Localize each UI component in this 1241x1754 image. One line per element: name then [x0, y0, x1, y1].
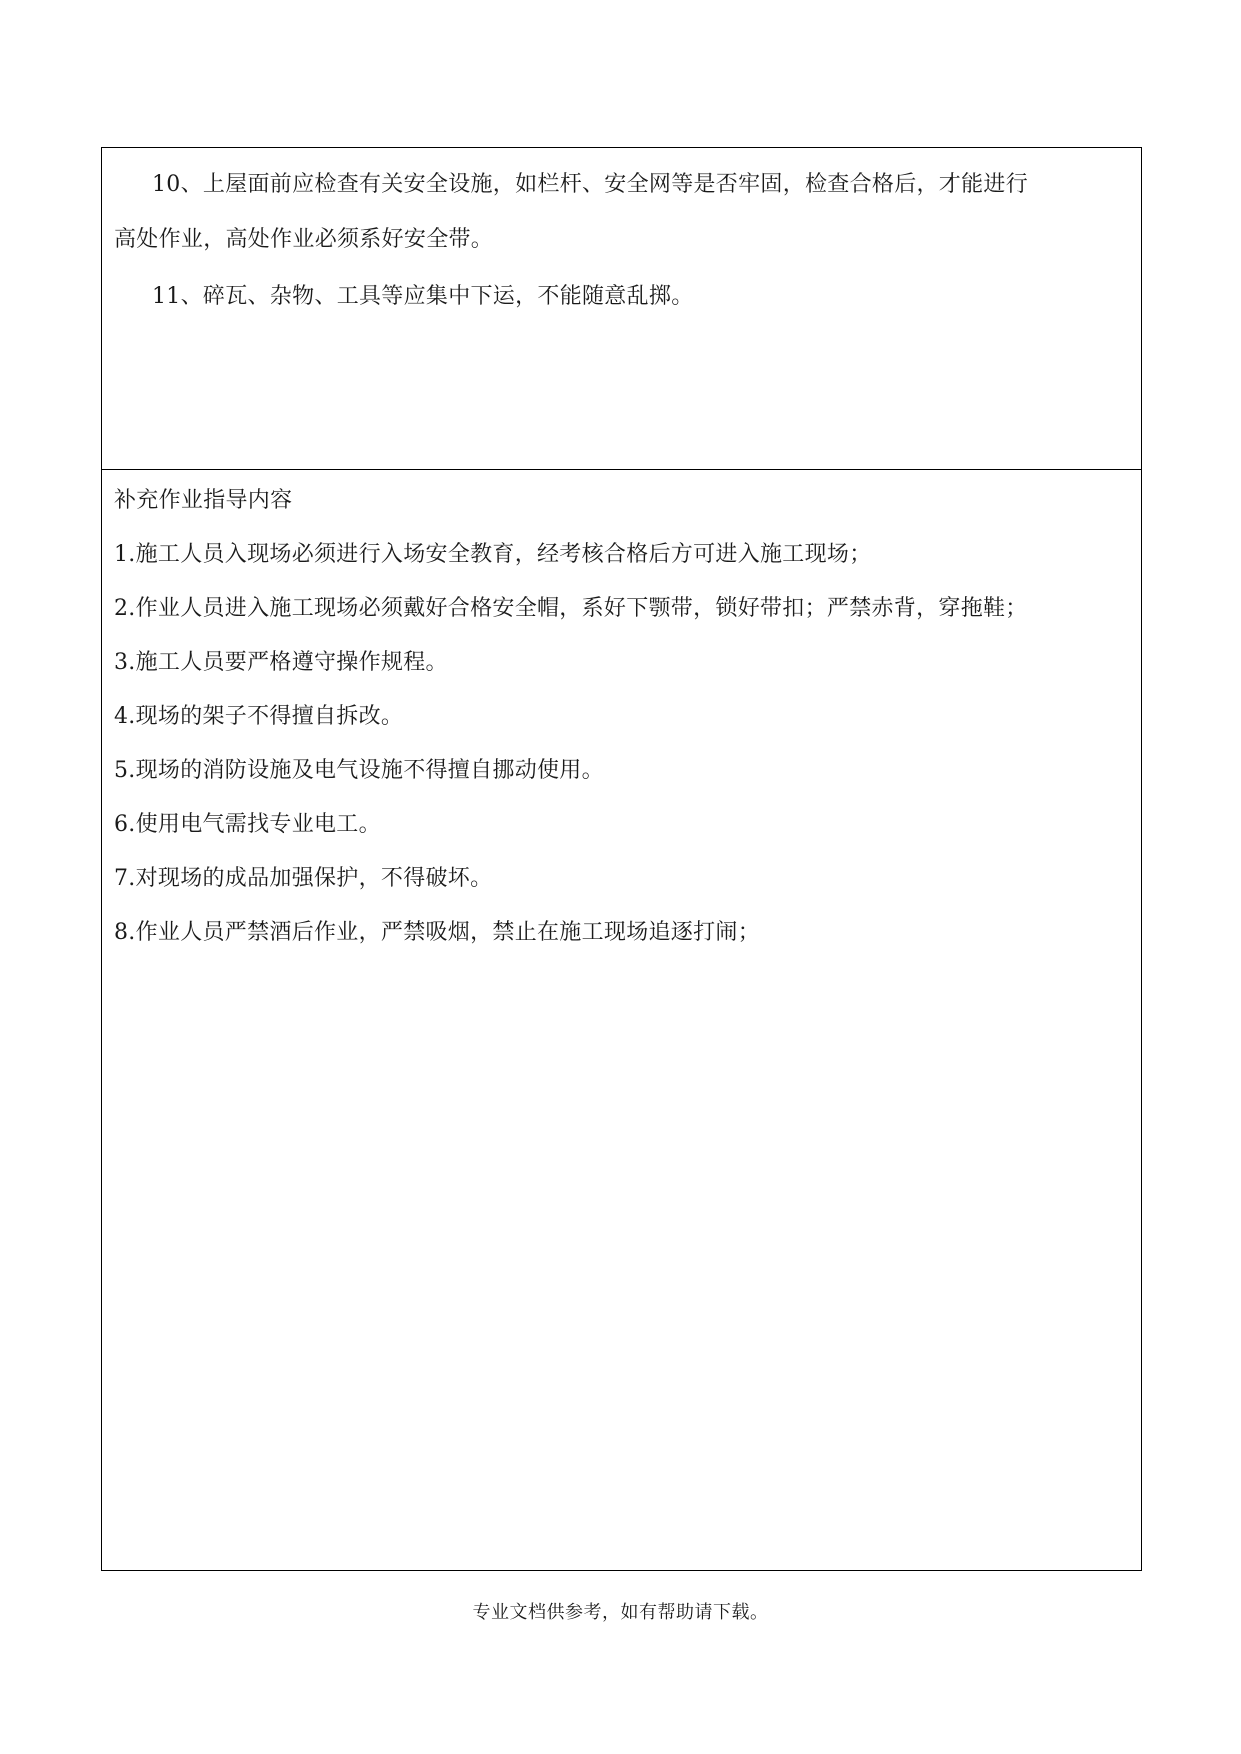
- supplement-cell: [102, 470, 1141, 1570]
- page-footer: 专业文档供参考，如有帮助请下载。: [472, 1602, 769, 1623]
- supplement-heading: 补充作业指导内容: [114, 488, 293, 513]
- supplement-item: 8.作业人员严禁酒后作业，严禁吸烟，禁止在施工现场追逐打闹；: [114, 920, 760, 945]
- item-10-line-1: 10、上屋面前应检查有关安全设施，如栏杆、安全网等是否牢固，检查合格后，才能进行: [152, 172, 1028, 197]
- supplement-item: 7.对现场的成品加强保护，不得破坏。: [114, 866, 493, 891]
- supplement-item: 6.使用电气需找专业电工。: [114, 812, 381, 837]
- safety-items-cell: [102, 148, 1141, 470]
- supplement-item: 5.现场的消防设施及电气设施不得擅自挪动使用。: [114, 758, 604, 783]
- item-10-line-2: 高处作业，高处作业必须系好安全带。: [114, 227, 494, 252]
- supplement-item: 3.施工人员要严格遵守操作规程。: [114, 650, 448, 675]
- supplement-item: 4.现场的架子不得擅自拆改。: [114, 704, 404, 729]
- instruction-table: [101, 147, 1142, 1571]
- supplement-item: 1.施工人员入现场必须进行入场安全教育，经考核合格后方可进入施工现场；: [114, 542, 872, 567]
- supplement-item: 2.作业人员进入施工现场必须戴好合格安全帽，系好下颚带，锁好带扣；严禁赤背，穿拖鞋；: [114, 596, 1028, 621]
- item-11: 11、碎瓦、杂物、工具等应集中下运，不能随意乱掷。: [152, 284, 694, 309]
